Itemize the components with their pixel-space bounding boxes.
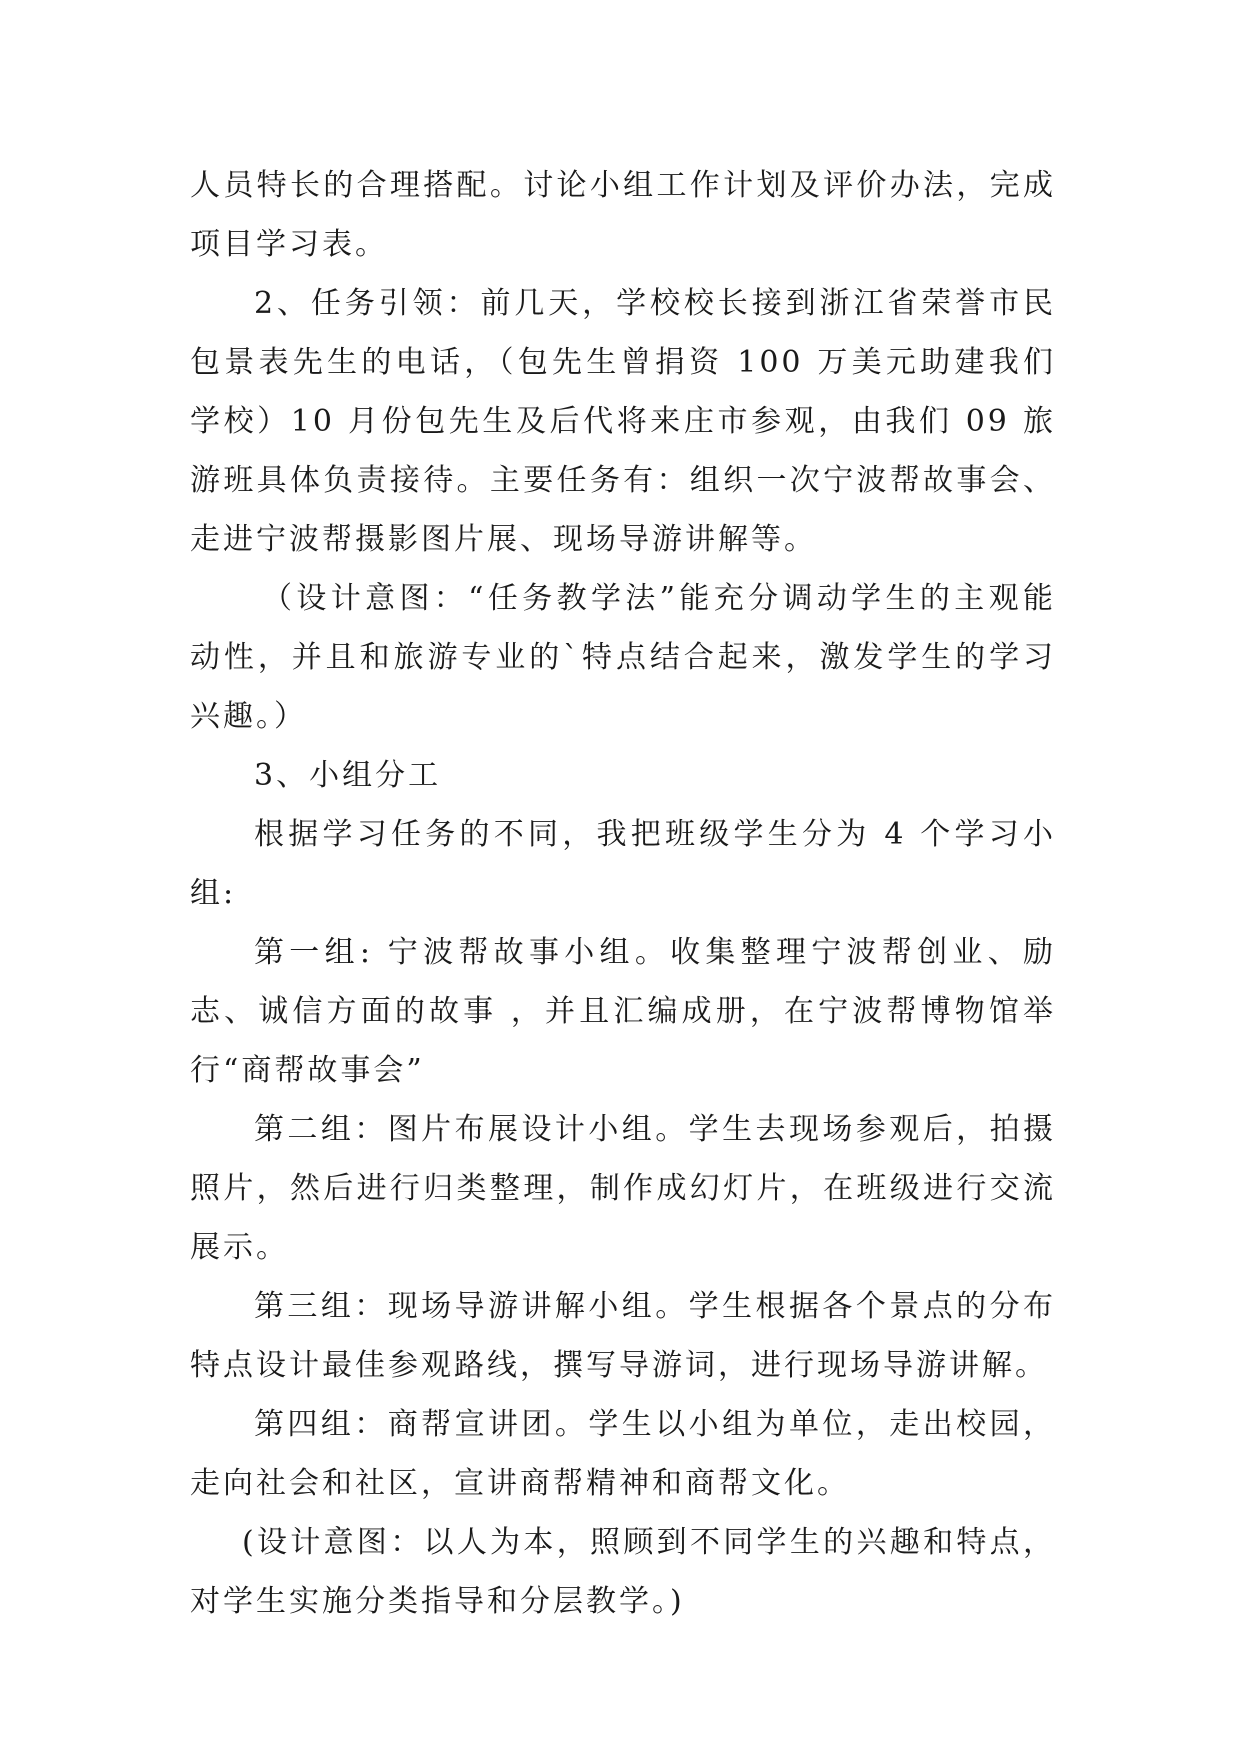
paragraph-group-division-heading: 3、小组分工 — [254, 758, 442, 793]
paragraph-group-two: 第二组：图片布展设计小组。学生去现场参观后，拍摄照片，然后进行归类整理，制作成幻灯片，在班级进行交流展示。 — [190, 1112, 1056, 1265]
paragraph-continuation: 人员特长的合理搭配。讨论小组工作计划及评价办法，完成项目学习表。 — [190, 168, 1056, 262]
paragraph-task-guidance: 2、任务引领：前几天，学校校长接到浙江省荣誉市民包景表先生的电话，（包先生曾捐资 100 万美元助建我们学校）10 月份包先生及后代将来庄市参观，由我们 09 旅游班具体负责接待。主要任务有：组织一次宁波帮故事会、走进宁波帮摄影图片展、现场导游讲解等。 — [190, 286, 1056, 557]
paragraph-group-one: 第一组: 宁波帮故事小组。收集整理宁波帮创业、励志、诚信方面的故事 ，并且汇编成册，在宁波帮博物馆举行“商帮故事会” — [190, 935, 1056, 1088]
paragraph-group-four: 第四组：商帮宣讲团。学生以小组为单位，走出校园，走向社会和社区，宣讲商帮精神和商帮文化。 — [190, 1407, 1056, 1501]
paragraph-group-three: 第三组：现场导游讲解小组。学生根据各个景点的分布特点设计最佳参观路线，撰写导游词，进行现场导游讲解。 — [190, 1289, 1056, 1383]
paragraph-group-division-intro: 根据学习任务的不同，我把班级学生分为 4 个学习小组: — [190, 817, 1056, 911]
document-body — [190, 156, 1056, 1631]
paragraph-design-intent-2: (设计意图：以人为本，照顾到不同学生的兴趣和特点，对学生实施分类指导和分层教学。) — [190, 1525, 1056, 1619]
paragraph-design-intent-1: （设计意图：“任务教学法”能充分调动学生的主观能动性，并且和旅游专业的`特点结合起来，激发学生的学习兴趣。） — [190, 581, 1056, 734]
